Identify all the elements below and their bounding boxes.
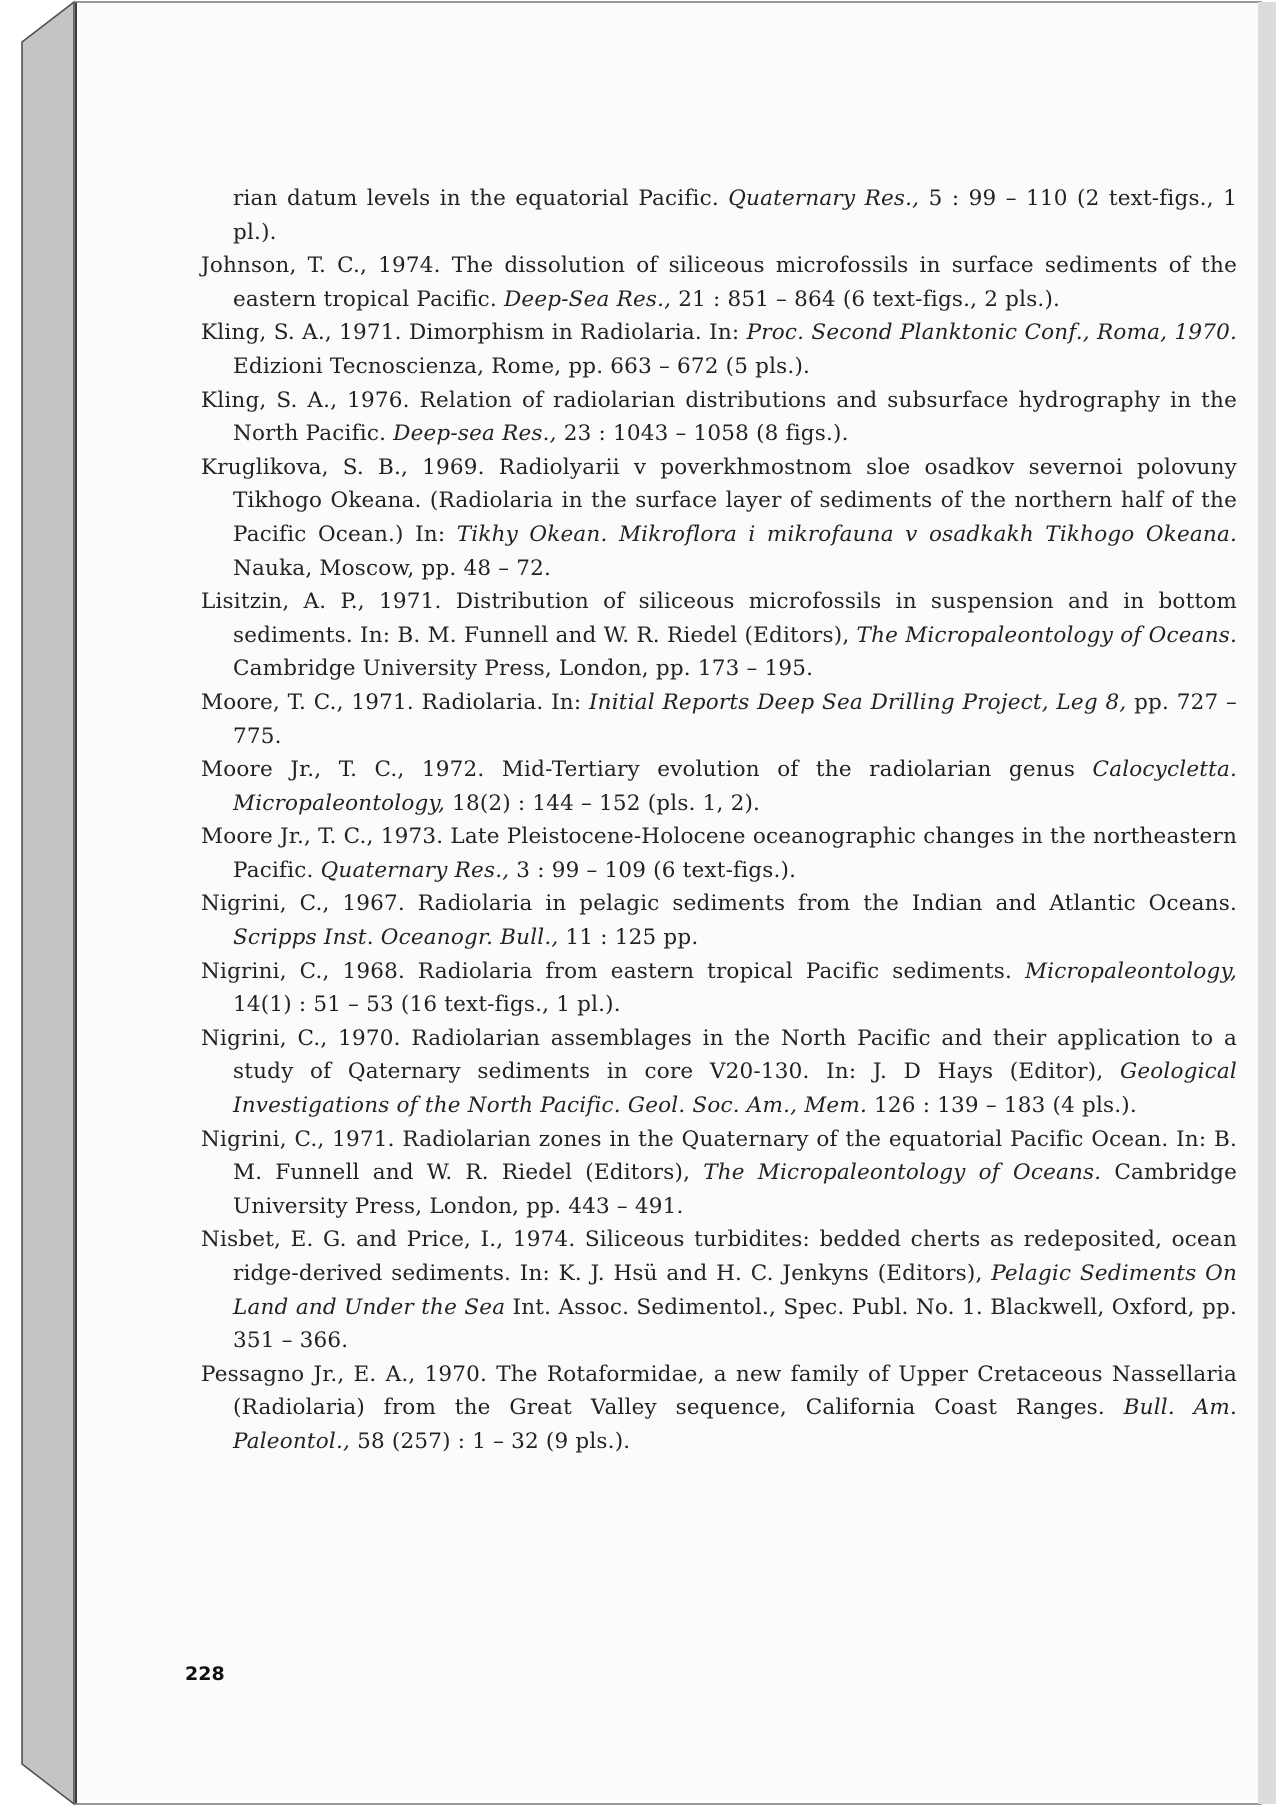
reference-text: Johnson, T. C., 1974. The dissolution of siliceous microfossils in surface sediments of the eastern tropical Pacific. [201,253,1237,312]
reference-text: 5 : 99 – 110 (2 text-figs., 1 pl.). [233,186,1237,245]
references-list [201,182,1237,1459]
book-spine [22,2,74,1804]
document-page [78,4,1258,1800]
reference-text: 23 : 1043 – 1058 (8 figs.). [556,421,849,447]
reference-entry [201,249,1237,316]
reference-text: Nigrini, C., 1971. Radiolarian zones in the Quaternary of the equatorial Pacific Ocean. In: B. M. Funnell and W. R. Riedel (Editors), [201,1126,1237,1186]
reference-source-title: Pelagic Sediments On Land and Under the Sea [233,1261,1237,1320]
reference-continuation [201,182,1237,249]
reference-text: 126 : 139 – 183 (4 pls.). [866,1093,1137,1119]
reference-text: Nigrini, C., 1967. Radiolaria in pelagic sediments from the Indian and Atlantic Oceans. [201,891,1237,917]
reference-text: rian datum levels in the equatorial Pacific. [233,186,729,211]
reference-text: Nigrini, C., 1970. Radiolarian assemblages in the North Pacific and their application to a study of Qaternary sediments in core V20-130. In: J. D Hays (Editor), [201,1025,1237,1085]
reference-entry [201,887,1237,954]
reference-text: 58 (257) : 1 – 32 (9 pls.). [350,1428,631,1454]
reference-text: Moore Jr., T. C., 1973. Late Pleistocene-Holocene oceanographic changes in the northeastern Pacific. [201,824,1237,883]
reference-source-title: Tikhy Okean. Mikroflora i mikrofauna v osadkakh Tikhogo Okeana. [456,521,1237,547]
reference-source-title: Deep-sea Res., [393,421,557,447]
reference-text: Nauka, Moscow, pp. 48 – 72. [233,555,552,581]
reference-text: 3 : 99 – 109 (6 text-figs.). [509,857,797,883]
reference-entry [201,955,1237,1022]
reference-text: Kruglikova, S. B., 1969. Radiolyarii v poverkhmostnom sloe osadkov severnoi polovuny Tikhogo Okeana. (Radiolaria in the surface layer of sediments of the northern half of the Pacific Ocean.) In: [201,454,1237,547]
reference-text: Moore Jr., T. C., 1972. Mid-Tertiary evolution of the radiolarian genus [201,757,1093,783]
reference-text: 11 : 125 pp. [558,925,699,951]
reference-source-title: Geological Investigations of the North Pacific. Geol. Soc. Am., Mem. [233,1059,1237,1119]
reference-source-title: The Micropaleontology of Oceans. [703,1160,1102,1186]
reference-source-title: Quaternary Res., [728,186,920,211]
reference-entry [201,1022,1237,1123]
reference-text: Int. Assoc. Sedimentol., Spec. Publ. No. 1. Blackwell, Oxford, pp. 351 – 366. [233,1294,1237,1354]
reference-source-title: Calocycletta. Micropaleontology, [233,757,1237,816]
reference-entry [201,316,1237,383]
reference-text: pp. 727 – 775. [233,689,1238,749]
page-number: 228 [185,1663,225,1685]
reference-source-title: Quaternary Res., [320,857,510,883]
reference-entry [201,384,1237,451]
reference-text: Kling, S. A., 1976. Relation of radiolarian distributions and subsurface hydrography in the North Pacific. [201,387,1237,447]
reference-source-title: Deep-Sea Res., [503,286,672,312]
reference-text: 21 : 851 – 864 (6 text-figs., 2 pls.). [671,286,1061,312]
reference-entry [201,1223,1237,1357]
reference-text: Nigrini, C., 1968. Radiolaria from eastern tropical Pacific sediments. [201,958,1025,984]
reference-entry [201,451,1237,585]
reference-text: Nisbet, E. G. and Price, I., 1974. Siliceous turbidites: bedded cherts as redeposited, ocean ridge-derived sediments. In: K. J. Hsü and H. C. Jenkyns (Editors), [201,1227,1237,1286]
reference-entry [201,1123,1237,1224]
page-right-shadow [1258,2,1276,1804]
reference-entry [201,753,1237,820]
reference-text: 14(1) : 51 – 53 (16 text-figs., 1 pl.). [233,992,621,1018]
reference-entry [201,585,1237,686]
reference-text: 18(2) : 144 – 152 (pls. 1, 2). [445,790,761,816]
reference-source-title: Initial Reports Deep Sea Drilling Project, Leg 8, [588,689,1127,715]
reference-entry [201,1358,1237,1459]
reference-source-title: Proc. Second Planktonic Conf., Roma, 1970. [746,320,1238,346]
reference-text: Moore, T. C., 1971. Radiolaria. In: [201,689,589,715]
reference-text: Pessagno Jr., E. A., 1970. The Rotaformidae, a new family of Upper Cretaceous Nassellaria (Radiolaria) from the Great Valley sequence, California Coast Ranges. [201,1361,1237,1421]
reference-text: Kling, S. A., 1971. Dimorphism in Radiolaria. In: [201,320,747,346]
reference-entry [201,686,1237,753]
reference-text: Lisitzin, A. P., 1971. Distribution of siliceous microfossils in suspension and in bottom sediments. In: B. M. Funnell and W. R. Riedel (Editors), [201,589,1237,648]
reference-source-title: Micropaleontology, [1024,958,1237,984]
reference-text: Cambridge University Press, London, pp. 443 – 491. [233,1160,1238,1219]
reference-text: Edizioni Tecnoscienza, Rome, pp. 663 – 672 (5 pls.). [233,353,811,379]
reference-source-title: Scripps Inst. Oceanogr. Bull., [233,925,559,951]
reference-text: Cambridge University Press, London, pp. 173 – 195. [233,656,814,682]
reference-entry [201,820,1237,887]
reference-source-title: The Micropaleontology of Oceans. [856,622,1238,648]
reference-source-title: Bull. Am. Paleontol., [233,1395,1237,1454]
